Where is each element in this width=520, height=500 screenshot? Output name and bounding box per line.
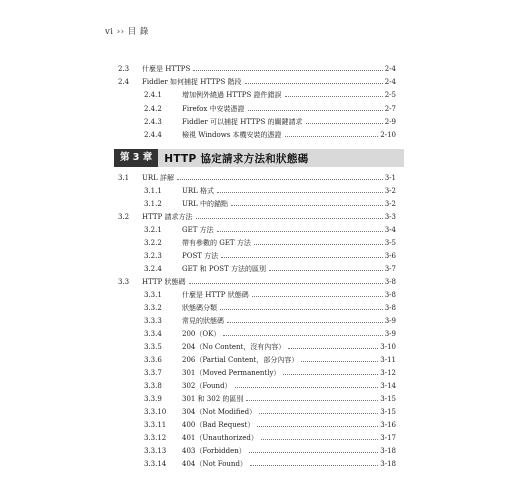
toc-entry[interactable] [144,420,396,431]
toc-entry-page: 3-8 [384,291,396,299]
toc-entry-page: 3-18 [380,447,396,455]
toc-entry-title: 帶有參數的 GET 方法 [182,239,251,247]
toc-entry-page: 2-4 [384,65,396,73]
toc-entry-title: 301 和 302 的區別 [182,395,244,403]
dot-leader [285,130,379,137]
toc-entry-number: 3.2.3 [144,252,162,260]
toc-entry-title: URL 格式 [182,187,215,195]
toc-entry-title: HTTP 請求方法 [142,213,193,221]
toc-entry[interactable] [144,303,396,314]
dot-leader [306,117,383,124]
toc-entry-title: Fiddler 可以捕捉 HTTPS 的關鍵請求 [182,117,303,126]
toc-entry-number: 3.3.4 [144,330,162,338]
toc-entry-page: 3-8 [384,304,396,312]
dot-leader [301,355,378,362]
toc-entry-page: 3-7 [384,265,396,273]
dot-leader [223,329,382,336]
toc-entry-number: 3.3.6 [144,356,162,364]
toc-entry[interactable] [144,186,396,197]
toc-entry-number: 2.3 [118,65,130,73]
toc-entry-page: 3-2 [384,187,396,195]
toc-entry-title: 302（Found） [182,382,232,390]
toc-entry-number: 3.2.2 [144,239,162,247]
toc-entry-page: 3-16 [380,421,396,429]
toc-entry-number: 3.2.1 [144,226,162,234]
toc-entry-title: POST 方法 [182,252,219,260]
chapter-badge: 第 3 章 [114,149,158,167]
toc-entry[interactable] [144,199,396,210]
dot-leader [288,342,378,349]
toc-entry-title: 什麼是 HTTPS [142,65,191,73]
toc-entry-title: 401（Unauthorized） [182,434,258,442]
toc-entry-title: 200（OK） [182,330,221,338]
dot-leader [252,290,383,297]
toc-entry-page: 3-12 [380,369,396,377]
dot-leader [246,394,378,401]
toc-entry[interactable] [118,277,396,288]
toc-entry-page: 3-3 [384,213,396,221]
toc-entry-title: URL 中的錨點 [182,200,229,208]
toc-entry-page: 3-8 [384,278,396,286]
toc-entry[interactable] [144,290,396,301]
dot-leader [217,225,383,232]
toc-entry-page: 3-10 [380,343,396,351]
chapter-heading [114,149,404,167]
toc-entry[interactable] [144,394,396,405]
toc-entry[interactable] [144,238,396,249]
toc-entry-page: 2-5 [384,91,396,100]
toc-entry-page: 2-9 [384,117,396,126]
toc-entry[interactable] [118,64,396,75]
toc-entry-number: 3.3.1 [144,291,162,299]
toc-entry-title: HTTP 狀態碼 [142,278,186,286]
dot-leader [257,420,378,427]
toc-entry-title: 檢視 Windows 本機安裝的憑證 [182,131,282,139]
toc-entry-title: GET 方法 [182,226,214,234]
toc-entry-number: 3.2.4 [144,265,162,273]
toc-entry-number: 3.3.13 [144,447,167,455]
toc-entry-page: 3-1 [384,174,396,182]
dot-leader [254,238,383,245]
toc-entry[interactable] [144,90,396,101]
toc-entry-number: 3.3.7 [144,369,162,377]
toc-entry-page: 3-11 [380,356,396,364]
toc-entry-number: 3.1 [118,174,130,182]
toc-entry-title: 206（Partial Content，部分內容） [182,356,299,364]
dot-leader [231,199,383,206]
toc-entry-page: 3-4 [384,226,396,234]
toc-entry-title: 304（Not Modified） [182,408,257,416]
toc-entry-number: 3.3.10 [144,408,167,416]
toc-entry-number: 3.2 [118,213,130,221]
toc-entry-title: 301（Moved Permanently） [182,369,281,377]
toc-entry-number: 3.3.8 [144,382,162,390]
dot-leader [285,90,383,97]
toc-entry[interactable] [144,459,396,470]
dot-leader [227,316,383,323]
toc-entry[interactable] [144,225,396,236]
page-header: vi ›› 目 錄 [105,27,149,37]
toc-entry[interactable] [144,407,396,418]
toc-entry-number: 3.1.2 [144,200,162,208]
toc-entry[interactable] [144,355,396,366]
dot-leader [248,104,383,111]
toc-entry[interactable] [144,342,396,353]
dot-leader [261,433,378,440]
dot-leader [249,446,379,453]
toc-entry-number: 3.3.2 [144,304,162,312]
dot-leader [245,77,383,84]
toc-entry-title: 狀態碼分類 [182,304,217,312]
dot-leader [217,186,383,193]
dot-leader [269,264,383,271]
dot-leader [196,212,383,219]
toc-entry[interactable] [144,251,396,262]
toc-entry-page: 3-15 [380,408,396,416]
toc-entry-page: 3-17 [380,434,396,442]
toc-entry[interactable] [144,117,396,128]
toc-entry[interactable] [118,77,396,88]
toc-entry[interactable] [144,130,396,141]
toc-entry-page: 3-9 [384,317,396,325]
toc-entry-number: 3.3.5 [144,343,162,351]
toc-entry-page: 3-5 [384,239,396,247]
dot-leader [177,173,383,180]
toc-entry[interactable] [144,381,396,392]
toc-entry-number: 3.3.3 [144,317,162,325]
toc-entry-title: 什麼是 HTTP 狀態碼 [182,291,249,299]
dot-leader [259,407,378,414]
toc-entry-number: 2.4.1 [144,91,162,100]
dot-leader [193,64,382,71]
toc-entry-page: 2-4 [384,78,396,87]
dot-leader [220,303,383,310]
toc-entry[interactable] [144,104,396,115]
toc-entry-title: Firefox 中安裝憑證 [182,104,245,113]
toc-entry-page: 3-14 [380,382,396,390]
toc-entry-page: 3-6 [384,252,396,260]
toc-entry-page: 3-18 [380,460,396,468]
dot-leader [189,277,383,284]
toc-entry-title: 增加例外繞過 HTTPS 證件錯誤 [182,91,282,100]
toc-entry[interactable] [118,212,396,223]
toc-entry[interactable] [144,264,396,275]
toc-entry-title: URL 詳解 [142,174,175,182]
toc-entry-title: GET 和 POST 方法的區別 [182,265,266,273]
toc-entry-number: 3.3.12 [144,434,167,442]
toc-entry[interactable] [144,433,396,444]
dot-leader [235,381,379,388]
toc-entry-title: 204（No Content，沒有內容） [182,343,286,351]
toc-entry-page: 3-2 [384,200,396,208]
toc-entry-title: Fiddler 如何捕捉 HTTPS 階段 [142,78,242,87]
toc-entry-number: 3.3.11 [144,421,167,429]
toc-entry-number: 3.1.1 [144,187,162,195]
toc-entry[interactable] [144,368,396,379]
toc-entry-page: 2-7 [384,104,396,113]
toc-entry-number: 2.4 [118,78,130,87]
toc-entry-number: 3.3.14 [144,460,167,468]
toc-entry-title: 400（Bad Request） [182,421,255,429]
toc-entry-number: 2.4.4 [144,131,162,139]
toc-entry[interactable] [144,316,396,327]
toc-entry-page: 2-10 [380,131,396,139]
toc-entry-number: 3.3 [118,278,130,286]
toc-entry-number: 2.4.2 [144,104,162,113]
chapter-title: HTTP 協定請求方法和狀態碼 [164,152,309,165]
toc-entry-number: 3.3.9 [144,395,162,403]
toc-entry[interactable] [144,329,396,340]
toc-entry[interactable] [118,173,396,184]
toc-entry-page: 3-9 [384,330,396,338]
toc-entry-title: 404（Not Found） [182,460,247,468]
toc-entry-page: 3-15 [380,395,396,403]
dot-leader [221,251,383,258]
toc-entry-title: 常見的狀態碼 [182,317,224,325]
toc-entry-number: 2.4.3 [144,117,162,126]
dot-leader [250,459,378,466]
toc-entry-title: 403（Forbidden） [182,447,246,455]
toc-entry[interactable] [144,446,396,457]
dot-leader [283,368,378,375]
